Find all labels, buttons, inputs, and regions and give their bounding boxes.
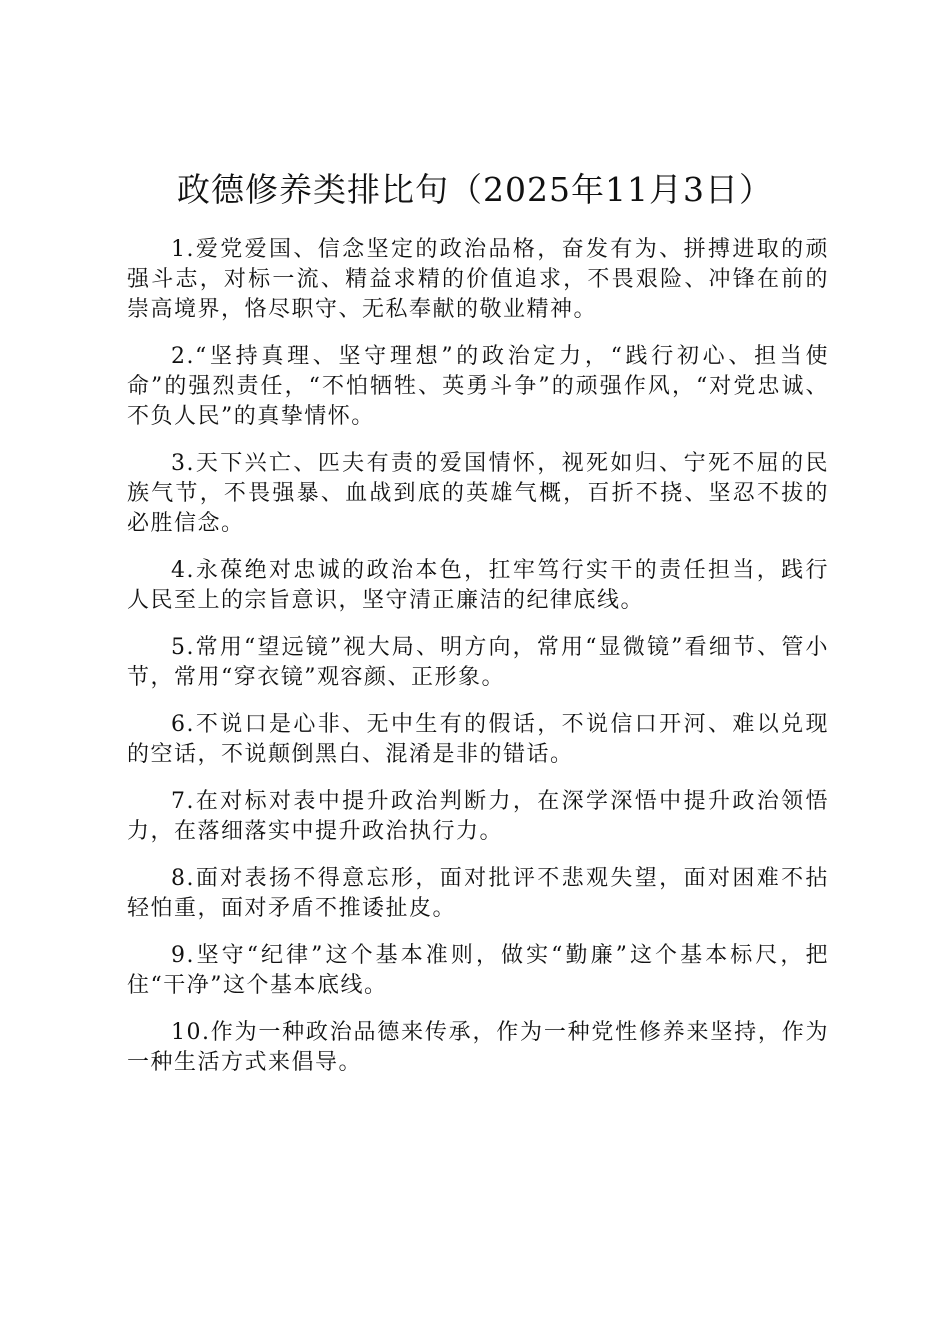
paragraph-7: 7.在对标对表中提升政治判断力，在深学深悟中提升政治领悟力，在落细落实中提升政治执行力。 xyxy=(127,789,829,844)
paragraph-2: 2.“坚持真理、坚守理想”的政治定力，“践行初心、担当使命”的强烈责任，“不怕牺牲、英勇斗争”的顽强作风，“对党忠诚、不负人民”的真挚情怀。 xyxy=(127,344,829,429)
document-title: 政德修养类排比句（2025年11月3日） xyxy=(177,170,773,209)
paragraph-3: 3.天下兴亡、匹夫有责的爱国情怀，视死如归、宁死不屈的民族气节，不畏强暴、血战到底的英雄气概，百折不挠、坚忍不拔的必胜信念。 xyxy=(127,451,829,536)
paragraph-6: 6.不说口是心非、无中生有的假话，不说信口开河、难以兑现的空话，不说颠倒黑白、混淆是非的错话。 xyxy=(127,712,829,767)
paragraph-1: 1.爱党爱国、信念坚定的政治品格，奋发有为、拼搏进取的顽强斗志，对标一流、精益求精的价值追求，不畏艰险、冲锋在前的崇高境界，恪尽职守、无私奉献的敬业精神。 xyxy=(127,237,829,322)
paragraph-9: 9.坚守“纪律”这个基本准则，做实“勤廉”这个基本标尺，把住“干净”这个基本底线。 xyxy=(127,943,829,998)
document-body xyxy=(127,235,829,1095)
paragraph-5: 5.常用“望远镜”视大局、明方向，常用“显微镜”看细节、管小节，常用“穿衣镜”观容颜、正形象。 xyxy=(127,635,829,690)
paragraph-4: 4.永葆绝对忠诚的政治本色，扛牢笃行实干的责任担当，践行人民至上的宗旨意识，坚守清正廉洁的纪律底线。 xyxy=(127,558,829,613)
paragraph-8: 8.面对表扬不得意忘形，面对批评不悲观失望，面对困难不拈轻怕重，面对矛盾不推诿扯皮。 xyxy=(127,866,829,921)
paragraph-10: 10.作为一种政治品德来传承，作为一种党性修养来坚持，作为一种生活方式来倡导。 xyxy=(127,1020,829,1075)
